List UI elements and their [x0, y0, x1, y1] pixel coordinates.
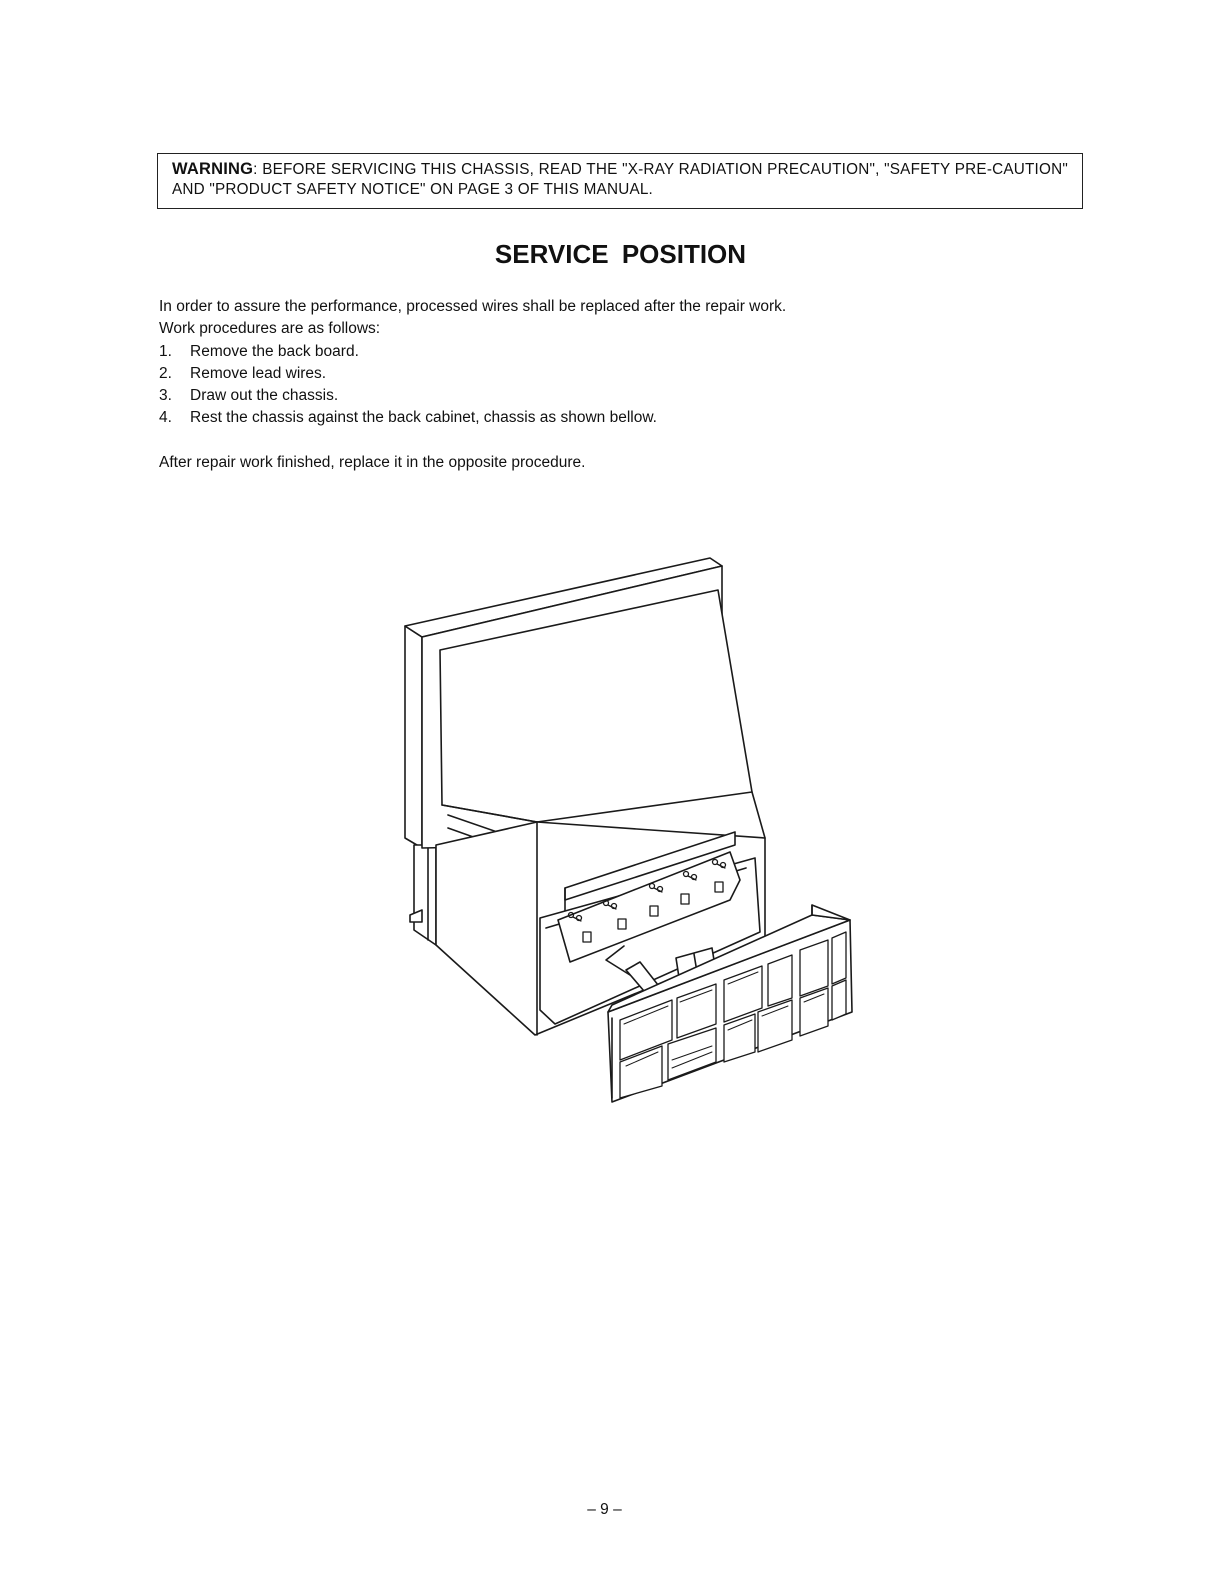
after-repair-text: After repair work finished, replace it in the opposite procedure. — [159, 454, 586, 472]
step-item — [159, 407, 1059, 429]
step-text: Remove lead wires. — [190, 364, 327, 382]
procedure-text — [159, 296, 1059, 474]
intro-line-2: Work procedures are as follows: — [159, 320, 381, 338]
page-number: – 9 – — [587, 1501, 622, 1518]
step-number: 3. — [159, 387, 172, 405]
step-item — [159, 363, 1059, 385]
procedure-steps — [159, 341, 1059, 430]
step-item — [159, 385, 1059, 407]
step-text: Draw out the chassis. — [190, 387, 339, 405]
warning-notice — [157, 153, 1083, 209]
service-position-illustration — [380, 548, 880, 1118]
step-item — [159, 341, 1059, 363]
step-number: 4. — [159, 409, 172, 427]
intro-line-1: In order to assure the performance, processed wires shall be replaced after the repair work. — [159, 298, 787, 315]
step-text: Remove the back board. — [190, 342, 359, 360]
step-text: Rest the chassis against the back cabinet, chassis as shown bellow. — [190, 409, 657, 427]
tv-chassis-drawing — [380, 548, 880, 1118]
warning-label: WARNING — [172, 160, 254, 178]
step-number: 2. — [159, 364, 172, 382]
step-number: 1. — [159, 342, 172, 360]
page-title: SERVICE POSITION — [494, 239, 747, 269]
warning-text: : BEFORE SERVICING THIS CHASSIS, READ THE "X-RAY RADIATION PRECAUTION", "SAFETY PRE-CAUTION" AND "PRODUCT SAFETY NOTICE" ON PAGE 3 OF THIS MANUAL. — [172, 161, 1068, 198]
